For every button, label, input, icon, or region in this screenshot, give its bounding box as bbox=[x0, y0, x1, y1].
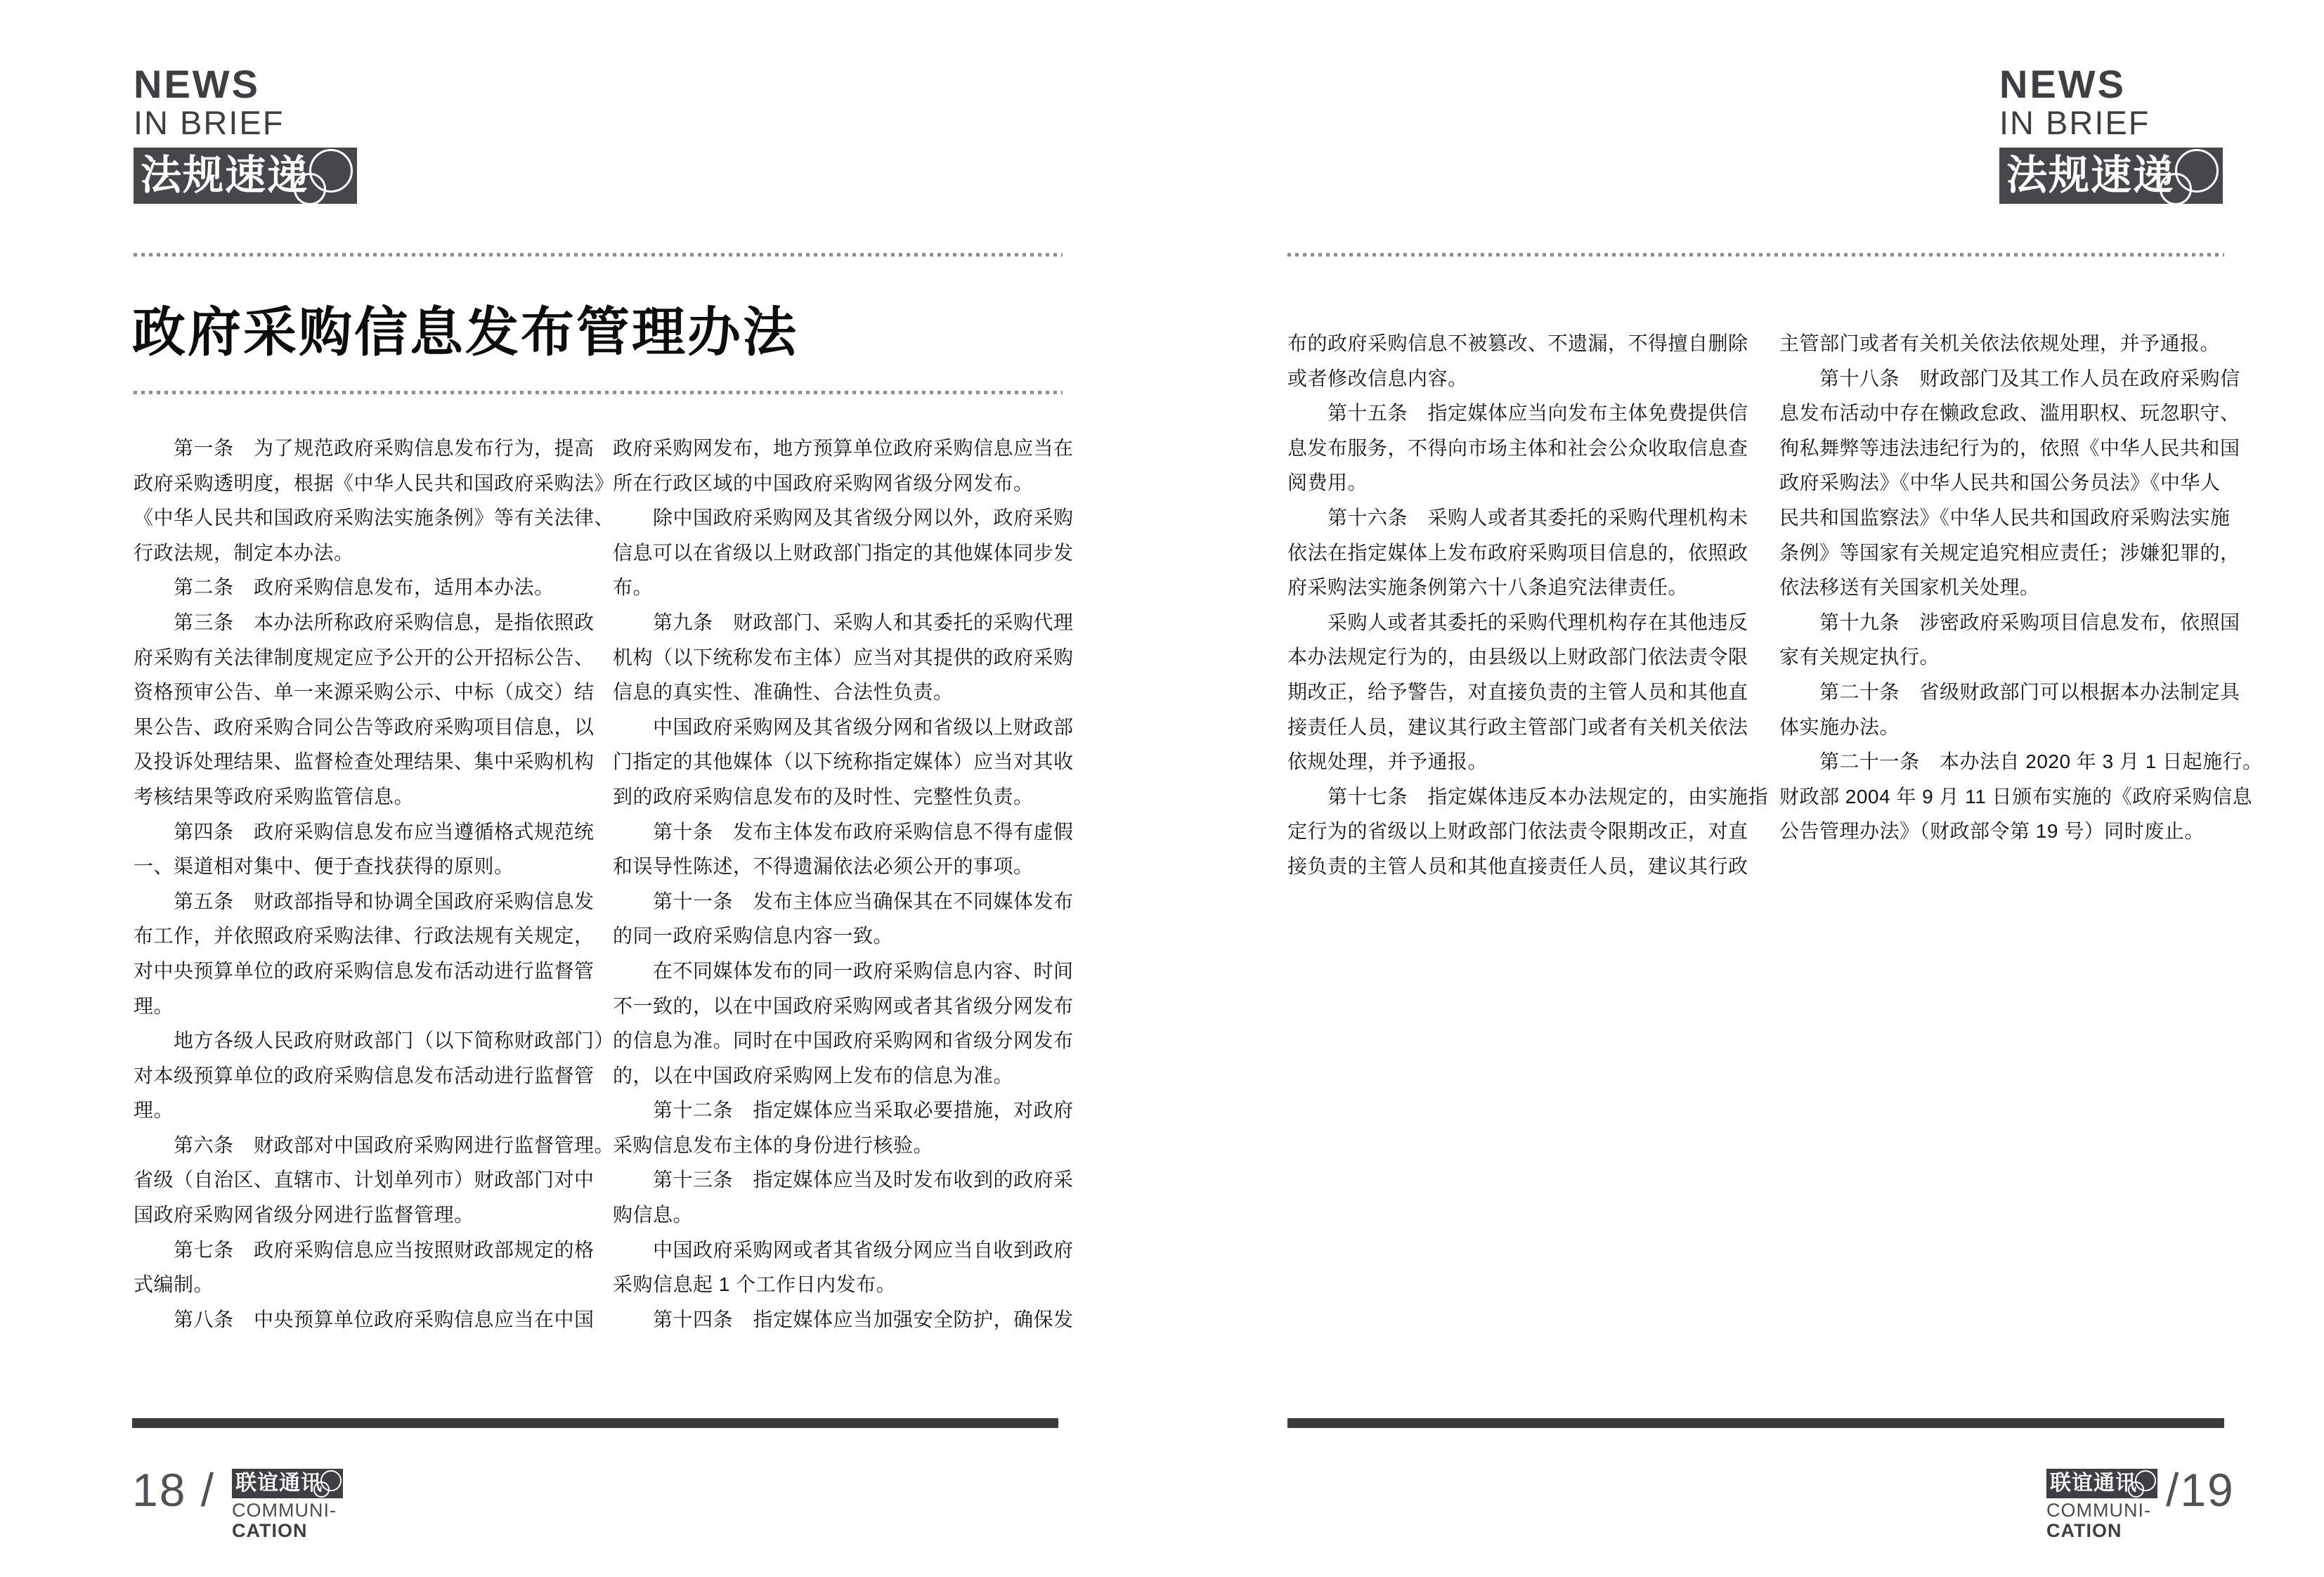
text-line: 除中国政府采购网及其省级分网以外，政府采购 bbox=[613, 507, 1074, 529]
footer-rule-left bbox=[132, 1418, 1058, 1428]
page-number-right: /19 bbox=[2166, 1464, 2235, 1516]
text-line: 所在行政区域的中国政府采购网省级分网发布。 bbox=[613, 472, 1034, 494]
footer-rule-right bbox=[1287, 1418, 2224, 1428]
circles-icon bbox=[294, 173, 326, 205]
text-line: 到的政府采购信息发布的及时性、完整性负责。 bbox=[613, 785, 1034, 807]
brand-badge bbox=[1999, 148, 2223, 204]
text-line: 及投诉处理结果、监督检查处理结果、集中采购机构 bbox=[134, 751, 595, 773]
circles-icon bbox=[313, 1481, 330, 1498]
text-line: 主管部门或者有关机关依法依规处理，并予通报。 bbox=[1779, 332, 2221, 354]
text-line: 和误导性陈述，不得遗漏依法必须公开的事项。 bbox=[613, 855, 1034, 878]
magazine-logo-en: CATION bbox=[2046, 1520, 2122, 1541]
text-line: 息发布活动中存在懒政怠政、滥用职权、玩忽职守、 bbox=[1779, 402, 2240, 424]
text-line: 理。 bbox=[134, 1099, 174, 1122]
text-line: 第二十条 省级财政部门可以根据本办法制定具 bbox=[1779, 680, 2240, 703]
text-line: 依规处理，并予通报。 bbox=[1287, 751, 1488, 773]
text-line: 第八条 中央预算单位政府采购信息应当在中国 bbox=[134, 1308, 595, 1330]
text-line: 定行为的省级以上财政部门依法责令限期改正，对直 bbox=[1287, 820, 1748, 843]
text-line: 期改正，给予警告，对直接负责的主管人员和其他直 bbox=[1287, 680, 1748, 703]
text-line: 第三条 本办法所称政府采购信息，是指依照政 bbox=[134, 611, 595, 633]
text-line: 的，以在中国政府采购网上发布的信息为准。 bbox=[613, 1064, 1014, 1086]
text-line: 接负责的主管人员和其他直接责任人员，建议其行政 bbox=[1287, 855, 1748, 877]
dotted-divider bbox=[134, 253, 1063, 257]
text-line: 第十四条 指定媒体应当加强安全防护，确保发 bbox=[613, 1308, 1074, 1330]
text-line: 采购人或者其委托的采购代理机构存在其他违反 bbox=[1287, 611, 1748, 633]
text-line: 第十条 发布主体发布政府采购信息不得有虚假 bbox=[613, 820, 1074, 843]
left-page-column-2 bbox=[613, 431, 1077, 1337]
text-line: 依法在指定媒体上发布政府采购项目信息的，依照政 bbox=[1287, 541, 1748, 564]
article-title: 政府采购信息发布管理办法 bbox=[132, 303, 798, 363]
text-line: 理。 bbox=[134, 994, 174, 1017]
text-line: 第四条 政府采购信息发布应当遵循格式规范统 bbox=[134, 820, 595, 843]
text-line: 《中华人民共和国政府采购法实施条例》等有关法律、 bbox=[134, 507, 615, 529]
text-line: 采购信息起 1 个工作日内发布。 bbox=[613, 1273, 897, 1296]
text-line: 第十三条 指定媒体应当及时发布收到的政府采 bbox=[613, 1169, 1074, 1191]
text-line: 第十六条 采购人或者其委托的采购代理机构未 bbox=[1287, 506, 1748, 528]
brand-inbrief-text: IN BRIEF bbox=[134, 104, 285, 141]
circles-icon bbox=[2160, 173, 2192, 205]
brand-news-text: NEWS bbox=[134, 62, 260, 106]
text-line: 第九条 财政部门、采购人和其委托的采购代理 bbox=[613, 611, 1074, 633]
text-line: 第十八条 财政部门及其工作人员在政府采购信 bbox=[1779, 367, 2240, 389]
text-line: 第一条 为了规范政府采购信息发布行为，提高 bbox=[134, 437, 595, 459]
brand-logo-right bbox=[1999, 62, 2238, 204]
dotted-divider bbox=[1287, 253, 2224, 257]
left-page-column-1 bbox=[134, 431, 615, 1337]
text-line: 的同一政府采购信息内容一致。 bbox=[613, 925, 894, 947]
text-line: 采购信息发布主体的身份进行核验。 bbox=[613, 1134, 934, 1156]
text-line: 的信息为准。同时在中国政府采购网和省级分网发布 bbox=[613, 1030, 1074, 1052]
text-line: 机构（以下统称发布主体）应当对其提供的政府采购 bbox=[613, 646, 1074, 668]
text-line: 府采购法实施条例第六十八条追究法律责任。 bbox=[1287, 576, 1689, 599]
text-line: 阅费用。 bbox=[1287, 472, 1368, 494]
page-number-left: 18 / bbox=[132, 1464, 216, 1516]
text-line: 布的政府采购信息不被篡改、不遗漏，不得擅自删除 bbox=[1287, 332, 1748, 354]
brand-badge-label: 法规速递 bbox=[2006, 152, 2176, 198]
right-page-column-2 bbox=[1779, 326, 2263, 849]
magazine-badge-label: 联谊通讯 bbox=[235, 1472, 323, 1495]
brand-news-text: NEWS bbox=[1999, 62, 2126, 106]
magazine-logo-en: COMMUNI- bbox=[2046, 1500, 2151, 1521]
text-line: 行政法规，制定本办法。 bbox=[134, 541, 354, 564]
text-line: 第五条 财政部指导和协调全国政府采购信息发 bbox=[134, 890, 595, 912]
text-line: 不一致的，以在中国政府采购网或者其省级分网发布 bbox=[613, 994, 1074, 1017]
text-line: 第十九条 涉密政府采购项目信息发布，依照国 bbox=[1779, 611, 2240, 633]
right-page-column-1 bbox=[1287, 326, 1769, 884]
text-line: 信息的真实性、准确性、合法性负责。 bbox=[613, 681, 954, 703]
text-line: 息发布服务，不得向市场主体和社会公众收取信息查 bbox=[1287, 436, 1748, 459]
text-line: 布。 bbox=[613, 576, 654, 599]
magazine-logo-en: COMMUNI- bbox=[232, 1500, 337, 1521]
brand-badge bbox=[134, 148, 357, 204]
text-line: 国政府采购网省级分网进行监督管理。 bbox=[134, 1204, 474, 1226]
text-line: 中国政府采购网或者其省级分网应当自收到政府 bbox=[613, 1238, 1074, 1261]
text-line: 第六条 财政部对中国政府采购网进行监督管理。 bbox=[134, 1134, 615, 1156]
text-line: 地方各级人民政府财政部门（以下简称财政部门） bbox=[134, 1030, 615, 1052]
text-line: 第二十一条 本办法自 2020 年 3 月 1 日起施行。 bbox=[1779, 751, 2263, 773]
magazine-badge bbox=[232, 1469, 343, 1498]
text-line: 公告管理办法》（财政部令第 19 号）同时废止。 bbox=[1779, 820, 2205, 843]
text-line: 考核结果等政府采购监管信息。 bbox=[134, 785, 415, 807]
text-line: 对中央预算单位的政府采购信息发布活动进行监督管 bbox=[134, 959, 595, 982]
magazine-badge-label: 联谊通讯 bbox=[2050, 1472, 2137, 1495]
text-line: 政府采购透明度，根据《中华人民共和国政府采购法》 bbox=[134, 472, 615, 494]
text-line: 省级（自治区、直辖市、计划单列市）财政部门对中 bbox=[134, 1169, 595, 1191]
text-line: 果公告、政府采购合同公告等政府采购项目信息，以 bbox=[134, 715, 595, 738]
text-line: 依法移送有关国家机关处理。 bbox=[1779, 576, 2040, 599]
text-line: 家有关规定执行。 bbox=[1779, 646, 1940, 668]
text-line: 布工作，并依照政府采购法律、行政法规有关规定， bbox=[134, 925, 595, 947]
magazine-logo-left bbox=[232, 1469, 387, 1541]
text-line: 资格预审公告、单一来源采购公示、中标（成交）结 bbox=[134, 681, 595, 703]
text-line: 第十二条 指定媒体应当采取必要措施，对政府 bbox=[613, 1099, 1074, 1122]
text-line: 或者修改信息内容。 bbox=[1287, 367, 1468, 389]
magazine-badge bbox=[2046, 1469, 2157, 1498]
brand-badge-label: 法规速递 bbox=[141, 152, 310, 198]
text-line: 第七条 政府采购信息应当按照财政部规定的格 bbox=[134, 1238, 595, 1261]
brand-inbrief-text: IN BRIEF bbox=[1999, 104, 2150, 141]
text-line: 第十五条 指定媒体应当向发布主体免费提供信 bbox=[1287, 402, 1748, 424]
text-line: 第十一条 发布主体应当确保其在不同媒体发布 bbox=[613, 890, 1074, 912]
text-line: 财政部 2004 年 9 月 11 日颁布实施的《政府采购信息 bbox=[1779, 785, 2253, 807]
text-line: 第二条 政府采购信息发布，适用本办法。 bbox=[134, 576, 554, 599]
text-line: 一、渠道相对集中、便于查找获得的原则。 bbox=[134, 855, 514, 878]
text-line: 体实施办法。 bbox=[1779, 715, 1900, 738]
dotted-divider bbox=[134, 391, 1063, 394]
text-line: 民共和国监察法》《中华人民共和国政府采购法实施 bbox=[1779, 506, 2231, 528]
text-line: 在不同媒体发布的同一政府采购信息内容、时间 bbox=[613, 959, 1074, 982]
text-line: 政府采购网发布，地方预算单位政府采购信息应当在 bbox=[613, 437, 1074, 459]
text-line: 对本级预算单位的政府采购信息发布活动进行监督管 bbox=[134, 1064, 595, 1086]
text-line: 政府采购法》《中华人民共和国公务员法》《中华人 bbox=[1779, 472, 2221, 494]
text-line: 式编制。 bbox=[134, 1273, 214, 1296]
text-line: 购信息。 bbox=[613, 1204, 694, 1226]
text-line: 本办法规定行为的，由县级以上财政部门依法责令限 bbox=[1287, 646, 1748, 668]
text-line: 信息可以在省级以上财政部门指定的其他媒体同步发 bbox=[613, 541, 1074, 564]
text-line: 门指定的其他媒体（以下统称指定媒体）应当对其收 bbox=[613, 751, 1074, 773]
text-line: 中国政府采购网及其省级分网和省级以上财政部 bbox=[613, 715, 1074, 738]
text-line: 第十七条 指定媒体违反本办法规定的，由实施指 bbox=[1287, 785, 1769, 807]
text-line: 徇私舞弊等违法违纪行为的，依照《中华人民共和国 bbox=[1779, 436, 2240, 459]
magazine-logo-en: CATION bbox=[232, 1520, 308, 1541]
circles-icon bbox=[2128, 1481, 2144, 1498]
text-line: 接责任人员，建议其行政主管部门或者有关机关依法 bbox=[1287, 715, 1748, 738]
text-line: 府采购有关法律制度规定应予公开的公开招标公告、 bbox=[134, 646, 595, 668]
text-line: 条例》等国家有关规定追究相应责任；涉嫌犯罪的， bbox=[1779, 541, 2240, 564]
brand-logo-left bbox=[134, 62, 372, 204]
